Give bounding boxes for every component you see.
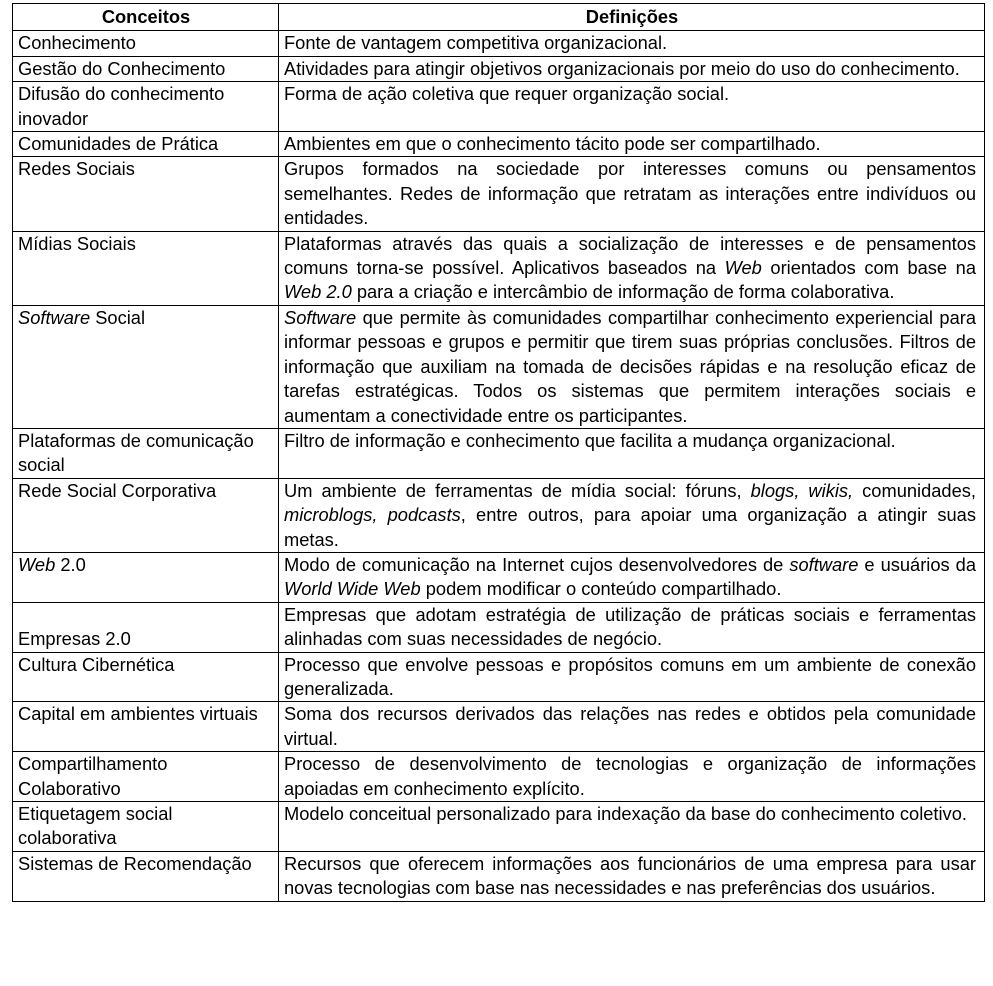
table-row <box>13 305 985 428</box>
text-segment: Fonte de vantagem competitiva organizacional. <box>284 32 668 54</box>
concept-cell <box>13 428 279 478</box>
table-row <box>13 652 985 702</box>
text-segment: podem modificar o conteúdo compartilhado. <box>420 578 782 600</box>
concept-cell <box>13 851 279 901</box>
italic-text: Software <box>18 306 91 328</box>
text-segment: Forma de ação coletiva que requer organização social. <box>284 83 730 105</box>
text-segment: Capital em ambientes virtuais <box>18 703 258 725</box>
text-segment: Recursos que oferecem informações aos funcionários de uma empresa para usar novas tecnologias com base nas necessidades e nas preferências dos usuários. <box>284 852 976 899</box>
text-segment: Grupos formados na sociedade por interesses comuns ou pensamentos semelhantes. Redes de informação que retratam as interações entre indivíduos ou entidades. <box>284 158 976 229</box>
definition-cell <box>279 552 985 602</box>
definition-cell <box>279 231 985 305</box>
definition-cell <box>279 802 985 852</box>
table-row <box>13 851 985 901</box>
table-row <box>13 552 985 602</box>
concept-cell <box>13 132 279 157</box>
text-segment: Conhecimento <box>18 32 136 54</box>
header-definitions: Definições <box>279 4 985 31</box>
concept-cell <box>13 157 279 231</box>
text-segment: Social <box>90 306 146 328</box>
text-segment: que permite às comunidades compartilhar conhecimento experiencial para informar pessoas e grupos e permitir que tirem suas próprias conclusões. Filtros de informação que auxiliam na tomada de decisões rápidas e na resolução eficaz de tarefas estratégicas. Todos os sistemas que permitem interações sociais e aumentam a conectividade entre os participantes. <box>284 306 976 426</box>
header-concepts: Conceitos <box>13 4 279 31</box>
concept-cell <box>13 802 279 852</box>
text-segment: , entre outros, para apoiar uma organização a atingir suas metas. <box>284 504 976 550</box>
text-segment: Um ambiente de ferramentas de mídia social: fóruns, <box>284 479 751 501</box>
definition-cell <box>279 478 985 552</box>
concept-cell <box>13 602 279 652</box>
text-segment: Comunidades de Prática <box>18 133 219 155</box>
text-segment: Rede Social Corporativa <box>18 479 217 501</box>
text-segment: Empresas que adotam estratégia de utilização de práticas sociais e ferramentas alinhadas com suas necessidades de negócio. <box>284 603 976 650</box>
text-segment: Gestão do Conhecimento <box>18 57 226 79</box>
text-segment: Soma dos recursos derivados das relações nas redes e obtidos pela comunidade virtual. <box>284 703 976 749</box>
italic-text: World Wide Web <box>284 578 421 600</box>
text-segment: Empresas 2.0 <box>18 628 131 650</box>
definition-cell <box>279 31 985 56</box>
text-segment: Compartilhamento Colaborativo <box>18 753 168 799</box>
table-row <box>13 82 985 132</box>
definition-cell <box>279 851 985 901</box>
definition-cell <box>279 82 985 132</box>
table-row <box>13 132 985 157</box>
text-segment: orientados com base na <box>761 257 976 279</box>
concept-cell <box>13 552 279 602</box>
table-row <box>13 56 985 81</box>
text-segment: Filtro de informação e conhecimento que facilita a mudança organizacional. <box>284 429 896 451</box>
table-row <box>13 602 985 652</box>
concept-cell <box>13 231 279 305</box>
definition-cell <box>279 305 985 428</box>
text-segment: Processo que envolve pessoas e propósitos comuns em um ambiente de conexão generalizada. <box>284 653 976 699</box>
definition-cell <box>279 56 985 81</box>
italic-text: blogs, wikis, <box>750 479 854 501</box>
table-row <box>13 802 985 852</box>
text-segment: Redes Sociais <box>18 158 135 180</box>
table-row <box>13 752 985 802</box>
table-row <box>13 478 985 552</box>
concept-cell <box>13 56 279 81</box>
text-segment: Difusão do conhecimento inovador <box>18 83 225 129</box>
concept-cell <box>13 305 279 428</box>
italic-text: microblogs, podcasts <box>284 504 461 526</box>
text-segment: e usuários da <box>858 553 976 575</box>
text-segment: Etiquetagem social colaborativa <box>18 803 173 849</box>
italic-text: software <box>789 553 859 575</box>
text-segment: Cultura Cibernética <box>18 653 175 675</box>
text-segment: 2.0 <box>55 553 86 575</box>
table-body <box>13 31 985 901</box>
italic-text: Web <box>724 257 762 279</box>
table-row <box>13 428 985 478</box>
text-segment: comunidades, <box>853 479 976 501</box>
concept-cell <box>13 702 279 752</box>
table-row <box>13 702 985 752</box>
italic-text: Web 2.0 <box>284 281 352 303</box>
table-row <box>13 157 985 231</box>
definition-cell <box>279 652 985 702</box>
concept-cell <box>13 752 279 802</box>
italic-text: Software <box>284 306 357 328</box>
definition-cell <box>279 602 985 652</box>
concept-cell <box>13 31 279 56</box>
table-row <box>13 231 985 305</box>
definition-cell <box>279 428 985 478</box>
header-row <box>13 4 985 31</box>
definition-cell <box>279 132 985 157</box>
text-segment: Plataformas de comunicação social <box>18 429 254 476</box>
text-segment: Sistemas de Recomendação <box>18 852 252 874</box>
concept-cell <box>13 652 279 702</box>
concept-cell <box>13 478 279 552</box>
text-segment: para a criação e intercâmbio de informação de forma colaborativa. <box>351 281 895 303</box>
definition-cell <box>279 702 985 752</box>
text-segment: Modelo conceitual personalizado para indexação da base do conhecimento coletivo. <box>284 803 967 824</box>
text-segment: Plataformas através das quais a socialização de interesses e de pensamentos comuns torna-se possível. Aplicativos baseados na <box>284 232 976 279</box>
concepts-table <box>12 3 985 902</box>
definition-cell <box>279 157 985 231</box>
definition-cell <box>279 752 985 802</box>
text-segment: Processo de desenvolvimento de tecnologias e organização de informações apoiadas em conhecimento explícito. <box>284 753 976 799</box>
text-segment: Modo de comunicação na Internet cujos desenvolvedores de <box>284 553 790 575</box>
italic-text: Web <box>18 553 56 575</box>
table-row <box>13 31 985 56</box>
text-segment: Atividades para atingir objetivos organizacionais por meio do uso do conhecimento. <box>284 57 960 79</box>
concept-cell <box>13 82 279 132</box>
text-segment: Ambientes em que o conhecimento tácito pode ser compartilhado. <box>284 133 821 155</box>
text-segment: Mídias Sociais <box>18 232 136 254</box>
